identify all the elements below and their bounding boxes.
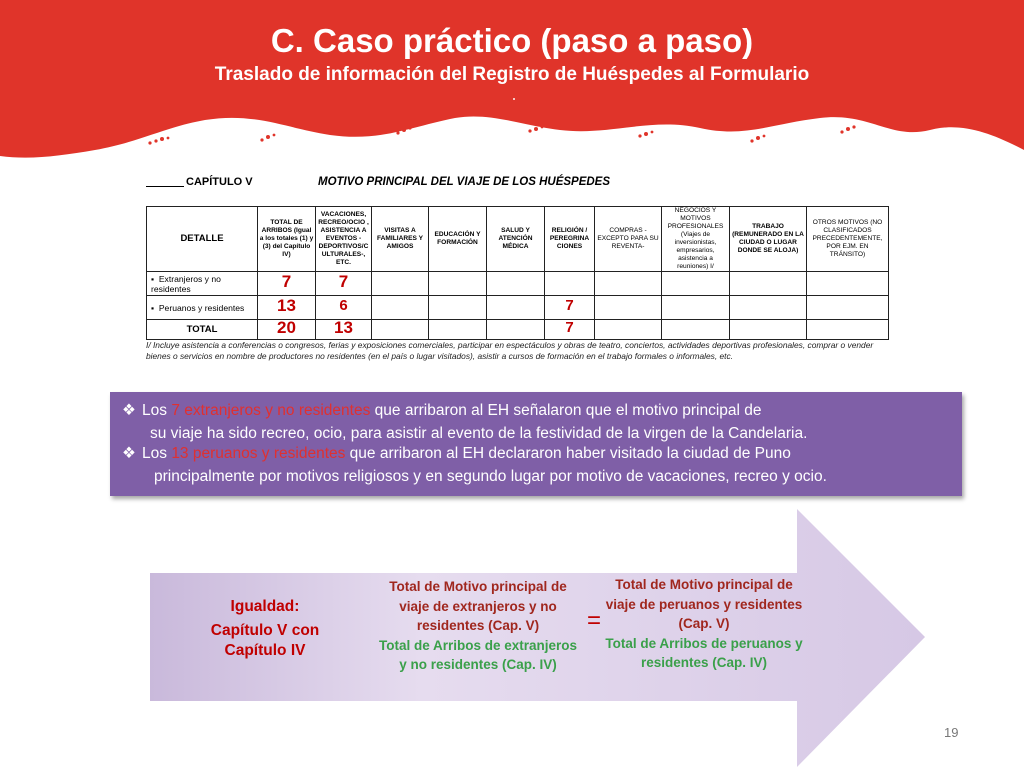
bullet-2-highlight: 13 peruanos y residentes [171,445,346,462]
bullet-1-continuation: su viaje ha sido recreo, ocio, para asistir al evento de la festividad de la virgen de la Candelaria. [150,425,808,442]
detalle-header: DETALLE [147,207,258,272]
igualdad-title: Igualdad: [230,598,300,615]
slide-title: C. Caso práctico (paso a paso) [270,22,754,59]
igualdad-subtitle: Capítulo V con Capítulo IV [210,622,320,659]
cell-value: 7 [565,297,574,314]
right-arrival-total: Total de Arribos de peruanos y residentes (Cap. IV) [605,635,803,670]
bullet-1-post: que arribaron al EH señalaron que el motivo principal de [370,402,762,419]
column-header: EDUCACIÓN Y FORMACIÓN [429,207,487,272]
right-equation-column [604,575,804,673]
motive-title: MOTIVO PRINCIPAL DEL VIAJE DE LOS HUÉSPEDES [318,176,611,188]
banner-dot [513,98,515,100]
column-header: COMPRAS -EXCEPTO PARA SU REVENTA- [595,207,662,272]
slide-subtitle: Traslado de información del Registro de Huéspedes al Formulario [214,64,810,85]
bullet-2-post: que arribaron al EH declararon haber visitado la ciudad de Puno [345,445,791,462]
diamond-bullet-icon: ❖ [122,402,136,419]
igualdad-label [185,597,345,661]
left-motive-total: Total de Motivo principal de viaje de extranjeros y no residentes (Cap. V) [389,579,567,633]
column-header: NEGOCIOS Y MOTIVOS PROFESIONALES (Viajes de inversionistas, empresarios, asistencia a reuniones) I/ [662,207,730,272]
cell-value: 13 [277,295,296,315]
column-header: SALUD Y ATENCIÓN MÉDICA [487,207,545,272]
cell-value: 13 [334,319,353,337]
table-row [147,296,889,320]
column-header: RELIGIÓN / PEREGRINA CIONES [545,207,595,272]
row-label: ▪ Peruanos y residentes [147,296,258,320]
chapter-underline [146,186,184,187]
column-header: OTROS MOTIVOS (NO CLASIFICADOS PRECEDENTEMENTE, POR EJM. EN TRÁNSITO) [807,207,889,272]
bullet-1-highlight: 7 extranjeros y no residentes [171,402,371,419]
row-label: ▪ Extranjeros y no residentes [147,272,258,296]
table-row [147,272,889,296]
capitulo-v-table [146,206,889,340]
bullet-2-pre: Los [142,445,172,462]
bullet-1 [122,400,762,421]
bullet-1-pre: Los [142,402,172,419]
bullet-2-continuation: principalmente por motivos religiosos y en segundo lugar por motivo de vacaciones, recreo y ocio. [154,468,827,485]
column-header: VISITAS A FAMILIARES Y AMIGOS [372,207,429,272]
column-header: TRABAJO (REMUNERADO EN LA CIUDAD O LUGAR DONDE SE ALOJA) [730,207,807,272]
column-header: TOTAL DE ARRIBOS (Igual a los totales (1) y (3) del Capítulo IV) [258,207,316,272]
equals-sign: = [587,607,602,634]
bullet-2 [122,443,791,464]
cell-value: 7 [565,319,574,336]
table-header-row [147,207,889,272]
explanation-box [110,392,962,496]
left-equation-column [378,577,578,675]
cell-value: 20 [277,319,296,337]
table-row-total [147,320,889,340]
row-label-text: Extranjeros y no residentes [151,273,221,294]
total-label: TOTAL [147,320,258,340]
page-number: 19 [944,725,959,740]
row-label-text: Peruanos y residentes [158,302,245,313]
chapter-label: CAPÍTULO V [186,176,253,188]
diamond-bullet-icon: ❖ [122,445,136,462]
right-motive-total: Total de Motivo principal de viaje de peruanos y residentes (Cap. V) [605,577,803,631]
left-arrival-total: Total de Arribos de extranjeros y no residentes (Cap. IV) [378,637,578,672]
cell-value: 7 [281,271,292,291]
table-footnote: I/ Incluye asistencia a conferencias o congresos, ferias y exposiciones comerciales, participar en espectáculos y obras de teatro, conciertos, actividades deportivas profesionales, comprar o vender bienes o servicios en nombre de productores no residentes (en el país o lugar visitados), asistir a cursos de formación en el trabajo formales o informales, etc. [146,340,874,361]
cell-value: 6 [339,297,348,314]
table-header-line [146,174,888,206]
capitulo-v-table-block [146,174,888,340]
column-header: VACACIONES, RECREO/OCIO , ASISTENCIA A EVENTOS - DEPORTIVOS/C ULTURALES-, ETC. [316,207,372,272]
cell-value: 7 [338,271,349,291]
